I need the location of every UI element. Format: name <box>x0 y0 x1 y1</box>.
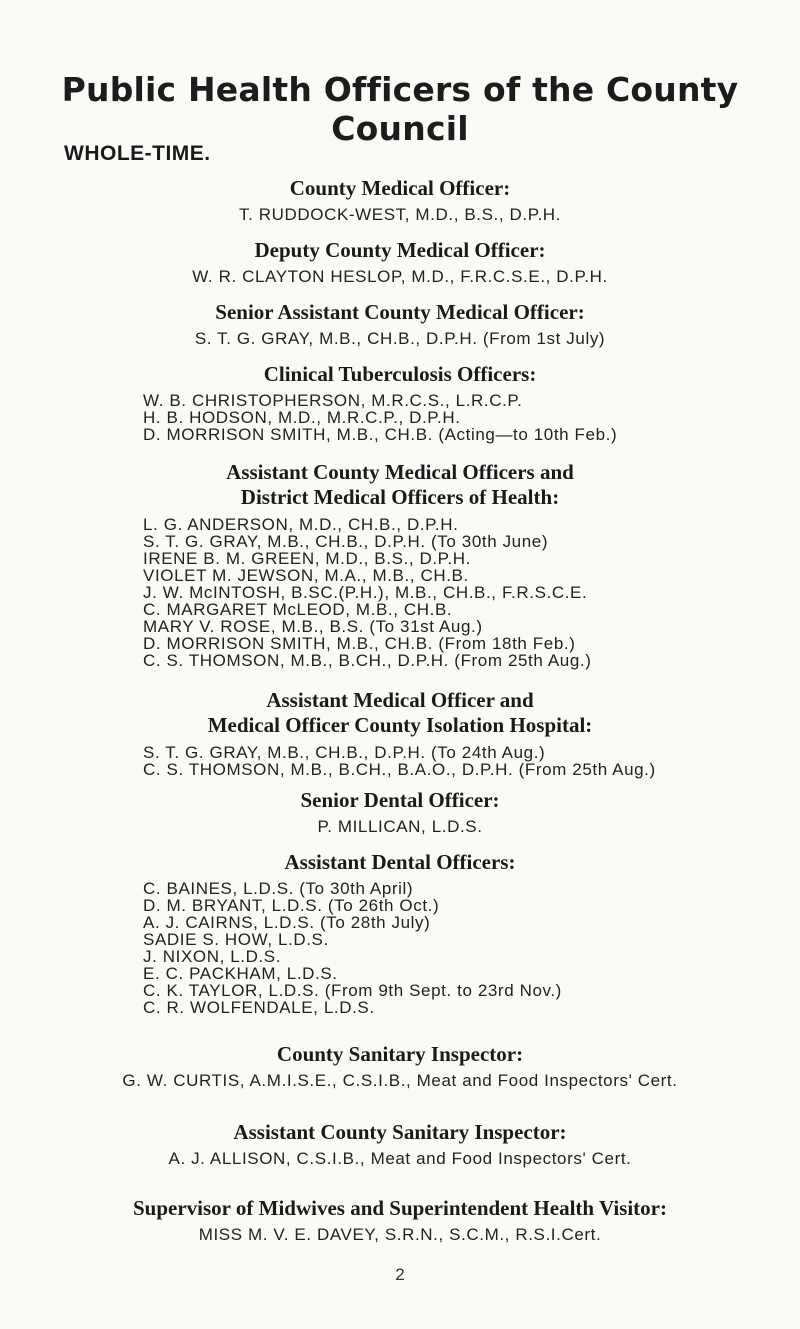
officer-entry: J. W. McINTOSH, B.SC.(P.H.), M.B., CH.B., F.R.S.C.E. <box>143 583 588 602</box>
officer-entry: W. R. CLAYTON HESLOP, M.D., F.R.C.S.E., D.P.H. <box>192 267 608 286</box>
officer-entry: A. J. CAIRNS, L.D.S. (To 28th July) <box>143 913 431 932</box>
officer-list <box>143 880 800 1016</box>
officer-entry: H. B. HODSON, M.D., M.R.C.P., D.P.H. <box>143 408 461 427</box>
section-senior-assistant-cmo <box>0 300 800 347</box>
officer-entry: IRENE B. M. GREEN, M.D., B.S., D.P.H. <box>143 549 471 568</box>
section-heading: County Medical Officer: <box>289 176 511 200</box>
section-heading: Assistant Dental Officers: <box>284 850 516 874</box>
officer-entry: D. MORRISON SMITH, M.B., CH.B. (From 18th Feb.) <box>143 634 576 653</box>
officer-list <box>143 516 800 669</box>
officer-entry: MISS M. V. E. DAVEY, S.R.N., S.C.M., R.S.I.Cert. <box>198 1225 602 1244</box>
officer-entry: C. MARGARET McLEOD, M.B., CH.B. <box>143 600 453 619</box>
section-deputy-county-medical-officer <box>0 238 800 285</box>
section-heading: Senior Assistant County Medical Officer: <box>215 300 585 324</box>
officer-entry: L. G. ANDERSON, M.D., CH.B., D.P.H. <box>143 515 459 534</box>
officer-list <box>143 392 800 443</box>
section-heading-line1: Assistant County Medical Officers and <box>226 460 574 484</box>
officer-entry: C. S. THOMSON, M.B., B.CH., D.P.H. (From 25th Aug.) <box>143 651 592 670</box>
section-heading: County Sanitary Inspector: <box>276 1042 524 1066</box>
officer-entry: G. W. CURTIS, A.M.I.S.E., C.S.I.B., Meat and Food Inspectors' Cert. <box>122 1071 678 1090</box>
officer-entry: C. R. WOLFENDALE, L.D.S. <box>143 998 375 1017</box>
officer-entry: C. K. TAYLOR, L.D.S. (From 9th Sept. to 23rd Nov.) <box>143 981 562 1000</box>
page-title: Public Health Officers of the County Council <box>61 70 739 148</box>
section-heading-line1: Assistant Medical Officer and <box>266 688 534 712</box>
officer-entry: D. MORRISON SMITH, M.B., CH.B. (Acting—to 10th Feb.) <box>143 425 618 444</box>
section-heading-line2: District Medical Officers of Health: <box>240 485 560 509</box>
section-assistant-dental-officers <box>0 850 800 1016</box>
officer-entry: A. J. ALLISON, C.S.I.B., Meat and Food Inspectors' Cert. <box>168 1149 632 1168</box>
section-county-medical-officer <box>0 176 800 223</box>
section-heading-line2: Medical Officer County Isolation Hospital: <box>207 713 593 737</box>
section-supervisor-of-midwives <box>0 1196 800 1243</box>
section-heading: Senior Dental Officer: <box>300 788 500 812</box>
officer-entry: P. MILLICAN, L.D.S. <box>317 817 483 836</box>
officer-list <box>143 744 800 778</box>
officer-entry: S. T. G. GRAY, M.B., CH.B., D.P.H. (To 30th June) <box>143 532 549 551</box>
officer-entry: C. BAINES, L.D.S. (To 30th April) <box>143 879 414 898</box>
officer-entry: E. C. PACKHAM, L.D.S. <box>143 964 338 983</box>
section-county-sanitary-inspector <box>0 1042 800 1089</box>
officer-entry: VIOLET M. JEWSON, M.A., M.B., CH.B. <box>143 566 469 585</box>
section-assistant-cmo-and-district-moh <box>0 460 800 669</box>
officer-entry: SADIE S. HOW, L.D.S. <box>143 930 329 949</box>
section-heading: Assistant County Sanitary Inspector: <box>233 1120 567 1144</box>
officer-entry: S. T. G. GRAY, M.B., CH.B., D.P.H. (From 1st July) <box>194 329 606 348</box>
section-heading: Deputy County Medical Officer: <box>254 238 546 262</box>
officer-entry: J. NIXON, L.D.S. <box>143 947 282 966</box>
officer-entry: T. RUDDOCK-WEST, M.D., B.S., D.P.H. <box>239 205 561 224</box>
officer-entry: W. B. CHRISTOPHERSON, M.R.C.S., L.R.C.P. <box>143 391 523 410</box>
officer-entry: C. S. THOMSON, M.B., B.CH., B.A.O., D.P.H. (From 25th Aug.) <box>143 760 656 779</box>
section-heading: Supervisor of Midwives and Superintendent Health Visitor: <box>133 1196 667 1220</box>
page-number: 2 <box>395 1265 405 1284</box>
section-senior-dental-officer <box>0 788 800 835</box>
section-clinical-tuberculosis-officers <box>0 362 800 443</box>
category-label: WHOLE-TIME. <box>64 142 211 165</box>
section-isolation-hospital <box>0 688 800 778</box>
officer-entry: MARY V. ROSE, M.B., B.S. (To 31st Aug.) <box>143 617 483 636</box>
section-assistant-sanitary-inspector <box>0 1120 800 1167</box>
section-heading: Clinical Tuberculosis Officers: <box>263 362 537 386</box>
officer-entry: S. T. G. GRAY, M.B., CH.B., D.P.H. (To 24th Aug.) <box>143 743 546 762</box>
officer-entry: D. M. BRYANT, L.D.S. (To 26th Oct.) <box>143 896 440 915</box>
